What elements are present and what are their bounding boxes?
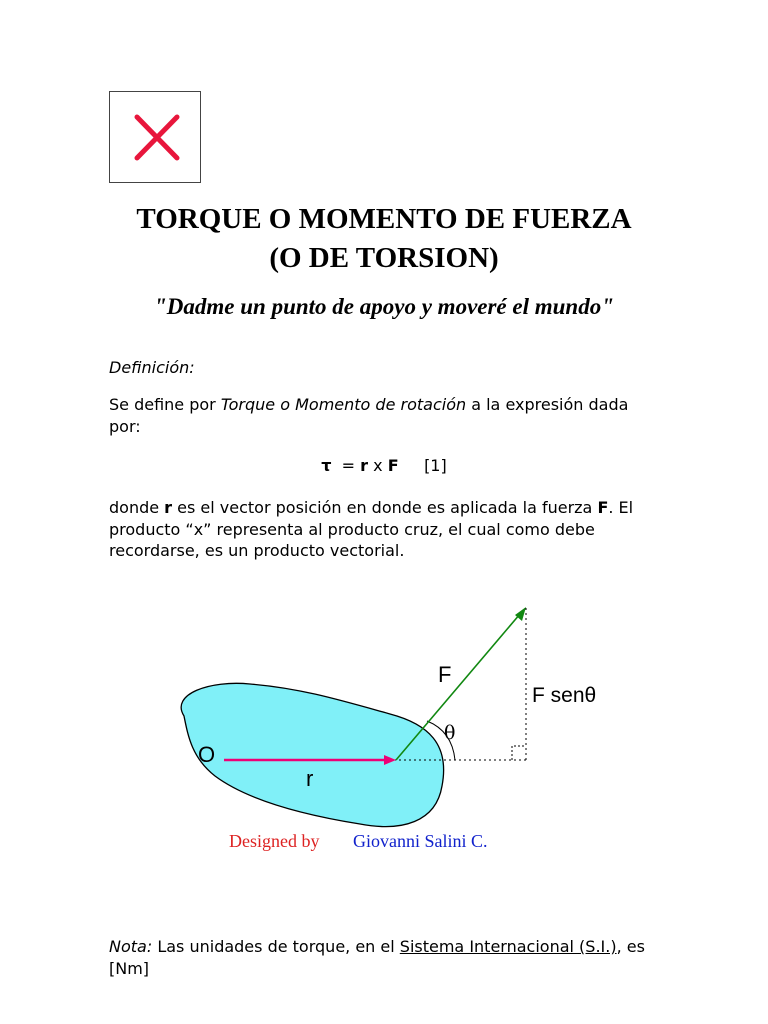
rigid-body-blob [181,683,443,826]
page-title: TORQUE O MOMENTO DE FUERZA [136,203,632,235]
label-F: F [438,662,452,687]
expl-text-1: donde [109,498,165,517]
definition-text-start: Se define por [109,395,221,414]
equals-sign: = [336,456,361,475]
explanation-paragraph [109,497,649,562]
tau-symbol: τ [321,456,332,475]
torque-figure [170,596,630,866]
label-O: O [198,742,216,767]
note-tail: , es [Nm] [109,937,645,978]
expl-r: r [164,498,173,517]
credit-author: Giovanni Salini C. [353,831,488,851]
note-paragraph [109,936,649,979]
torque-diagram [170,596,630,871]
note-label: Nota: [109,937,153,956]
label-theta: θ [444,722,456,744]
si-link[interactable]: Sistema Internacional (S.I.) [399,937,617,956]
right-angle-marker [512,746,526,760]
eq-cross: x [368,456,388,475]
eq-r: r [360,456,369,475]
eq-reference: [1] [424,456,447,475]
expl-text-2: es el vector posición en donde es aplicada la fuerza [172,498,598,517]
note-text: Las unidades de torque, en el [152,937,400,956]
F-vector [396,614,520,760]
equation [0,456,768,475]
eq-F: F [387,456,399,475]
definition-heading: Definición: [109,358,195,377]
expl-F: F [597,498,609,517]
page-subtitle: (O DE TORSION) [269,242,499,274]
definition-paragraph [109,394,649,437]
quote: "Dadme un punto de apoyo y moveré el mundo" [154,294,614,319]
expl-text-3: . El producto “x” representa al producto cruz, el cual como debe recordarse, es un producto vectorial. [109,498,634,560]
label-F-sen-theta: F senθ [532,684,597,707]
definition-term: Torque o Momento de rotación [220,395,467,414]
label-r: r [306,766,314,791]
credit-designed-by: Designed by [229,831,320,851]
broken-image-icon [109,91,201,183]
definition-text-end: a la expresión dada por: [109,395,629,436]
red-x-icon [110,92,200,182]
